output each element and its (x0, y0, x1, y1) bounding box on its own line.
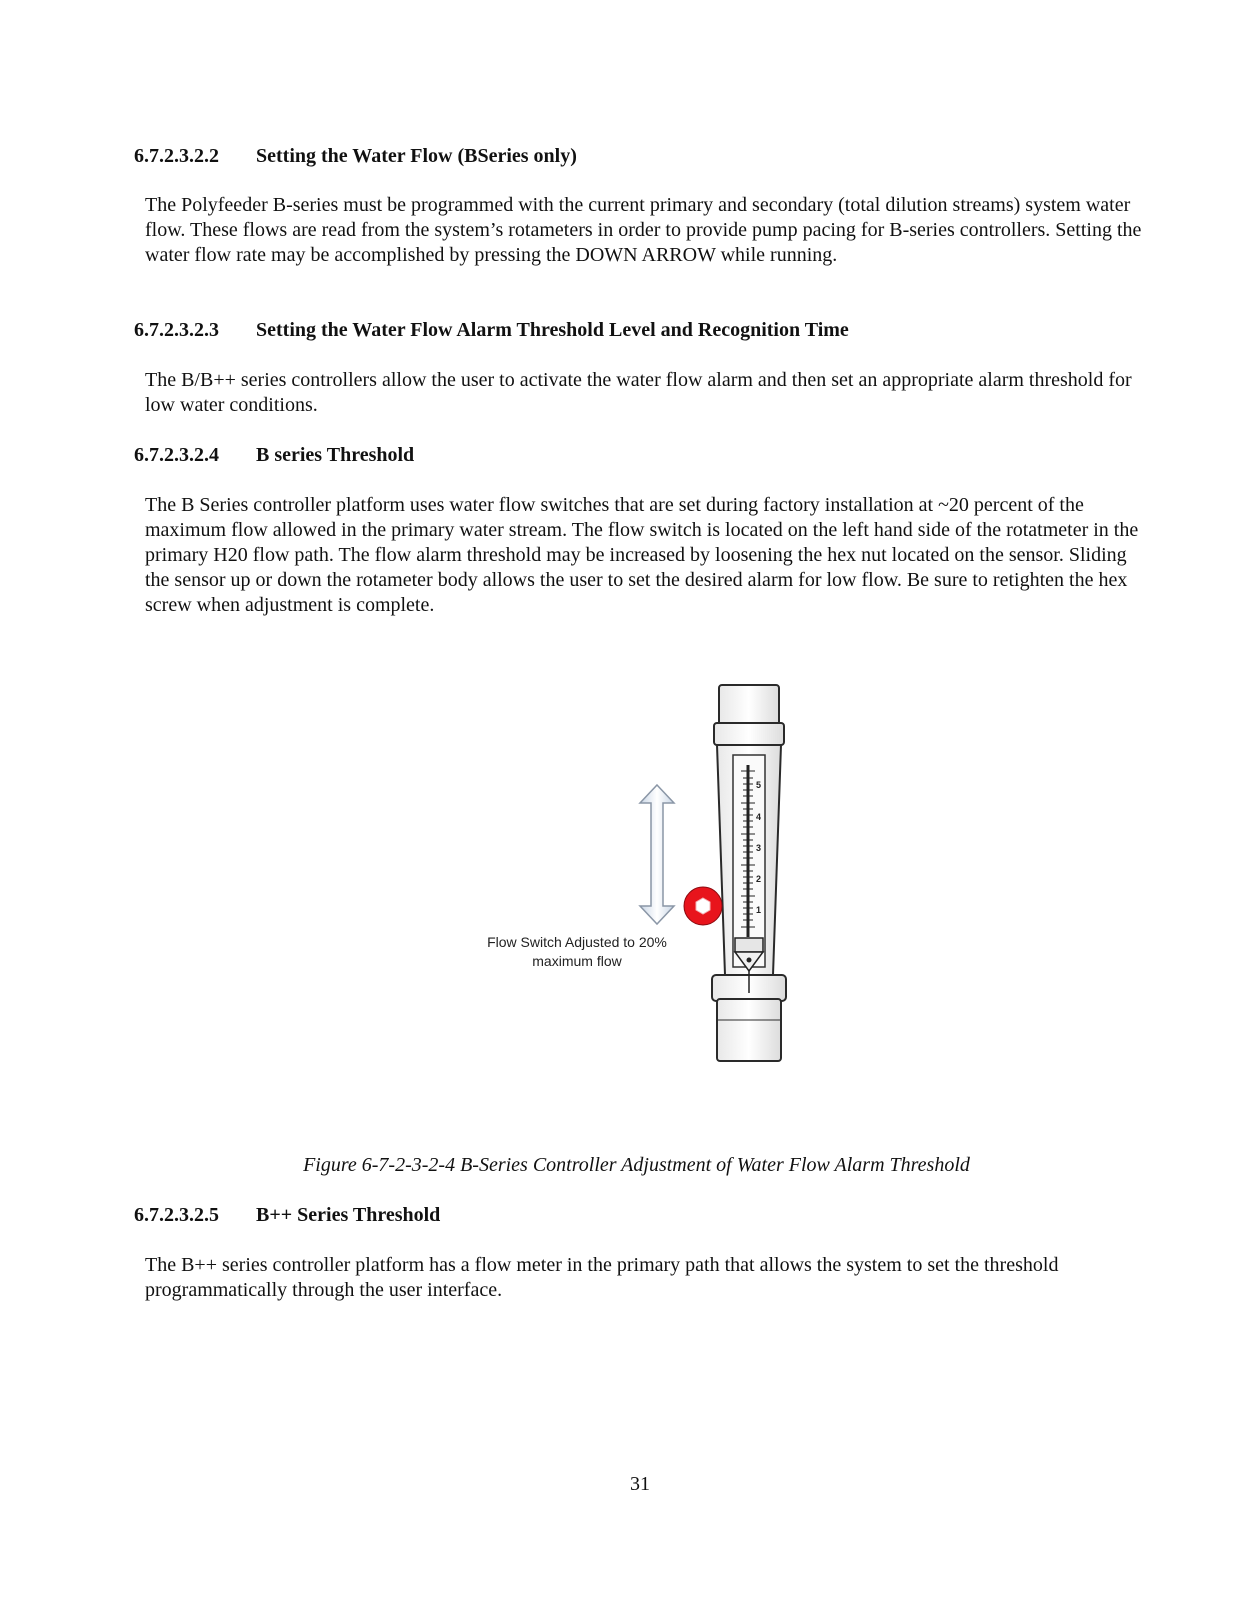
section-body-6-7-2-3-2-3: The B/B++ series controllers allow the user to activate the water flow alarm and then set an appropriate alarm threshold for low water conditions. (145, 369, 1132, 416)
section-title: B++ Series Threshold (256, 1204, 441, 1226)
rotameter-figure (455, 675, 815, 1070)
section-number: 6.7.2.3.2.3 (134, 319, 219, 341)
figure-label-line-1: Flow Switch Adjusted to 20% (487, 934, 667, 950)
section-heading-6-7-2-3-2-5 (134, 1203, 440, 1227)
figure-label (463, 933, 691, 971)
scale-label: 5 (756, 780, 762, 790)
section-body-6-7-2-3-2-4: The B Series controller platform uses water flow switches that are set during factory installation at ~20 percent of the maximum flow allowed in the primary water stream. The flow switch is located on the left hand side of the rotatmeter in the primary H20 flow path. The flow alarm threshold may be increased by loosening the hex nut located on the sensor. Sliding the sensor up or down the rotameter body allows the user to set the desired alarm for low flow. Be sure to retighten the hex screw when adjustment is complete. (145, 494, 1139, 616)
section-body-6-7-2-3-2-5: The B++ series controller platform has a flow meter in the primary path that allows the system to set the threshold programmatically through the user interface. (145, 1254, 1059, 1301)
section-number: 6.7.2.3.2.2 (134, 145, 219, 167)
section-body-6-7-2-3-2-2: The Polyfeeder B-series must be programmed with the current primary and secondary (total dilution streams) system water flow. These flows are read from the system’s rotameters in order to provide pump pacing for B-series controllers. Setting the water flow rate may be accomplished by pressing the DOWN ARROW while running. (145, 194, 1142, 266)
flow-switch-icon (684, 887, 722, 925)
scale-label: 4 (756, 812, 762, 822)
adjust-double-arrow (640, 785, 674, 924)
section-title: Setting the Water Flow Alarm Threshold Level and Recognition Time (256, 319, 849, 341)
section-number: 6.7.2.3.2.4 (134, 444, 219, 466)
scale-label: 3 (756, 843, 762, 853)
scale-label: 2 (756, 874, 762, 884)
section-title: B series Threshold (256, 444, 415, 466)
section-number: 6.7.2.3.2.5 (134, 1204, 219, 1226)
section-title: Setting the Water Flow (BSeries only) (256, 145, 577, 167)
section-heading-6-7-2-3-2-4 (134, 443, 414, 467)
page-number: 31 (630, 1473, 650, 1495)
scale-label: 1 (756, 905, 762, 915)
section-heading-6-7-2-3-2-2 (134, 144, 577, 168)
section-heading-6-7-2-3-2-3 (134, 318, 849, 342)
figure-caption: Figure 6-7-2-3-2-4 B-Series Controller Adjustment of Water Flow Alarm Threshold (303, 1154, 970, 1176)
figure-label-line-2: maximum flow (532, 953, 622, 969)
